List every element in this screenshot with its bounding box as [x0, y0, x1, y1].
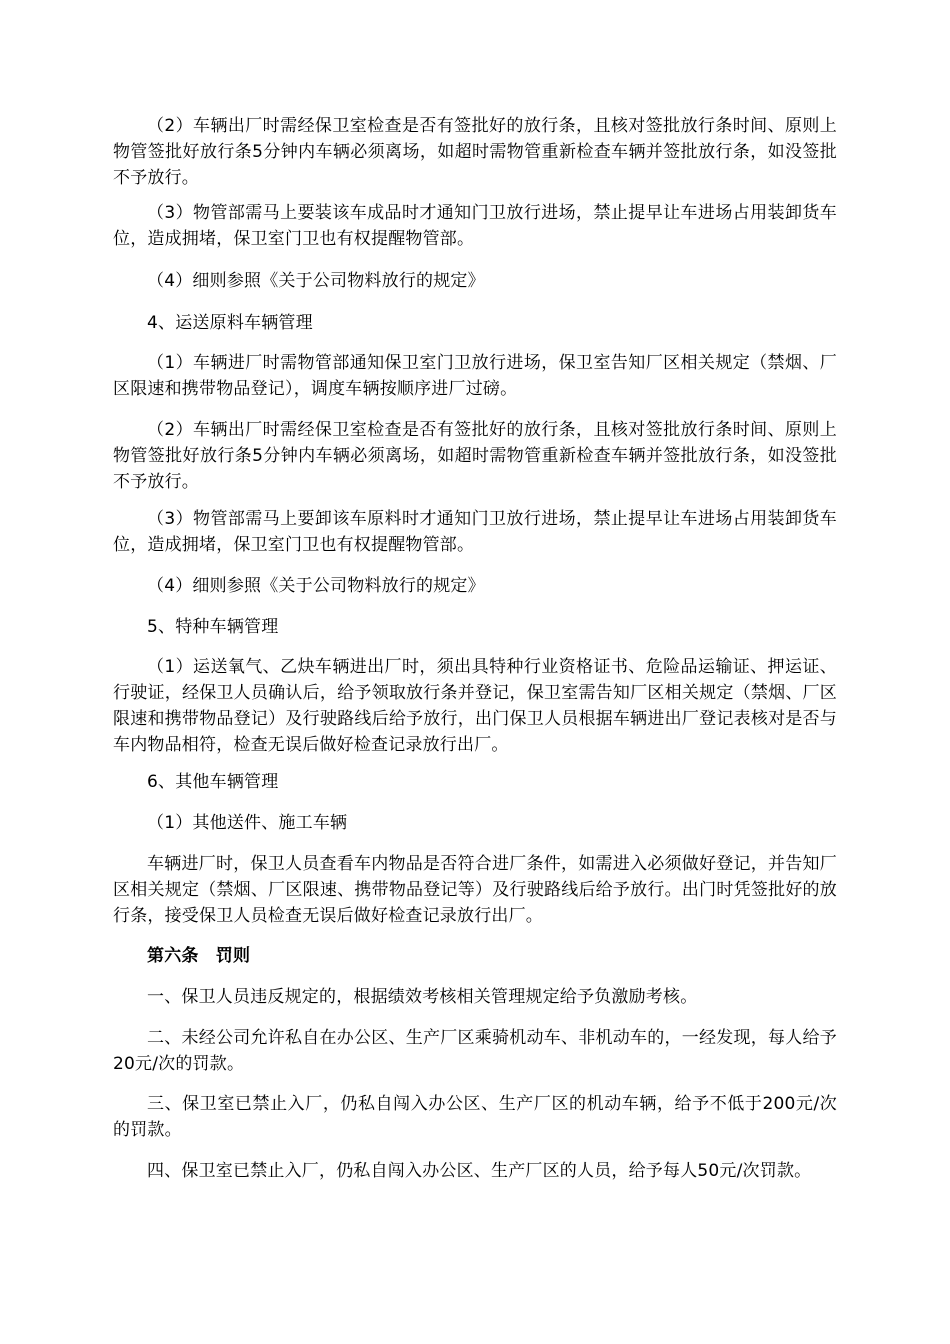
paragraph-3-2-vehicle-exit-check: （2）车辆出厂时需经保卫室检查是否有签批好的放行条，且核对签批放行条时间、原则上物管签批好放行条5分钟内车辆必须离场，如超时需物管重新检查车辆并签批放行条，如没签批不予放行。 — [113, 116, 837, 188]
paragraph-other-vehicle-entry: 车辆进厂时，保卫人员查看车内物品是否符合进厂条件，如需进入必须做好登记，并告知厂区相关规定（禁烟、厂区限速、携带物品登记等）及行驶路线后给予放行。出门时凭签批好的放行条，接受保卫人员检查无误后做好检查记录放行出厂。 — [113, 854, 837, 926]
section-heading-raw-material-vehicles: 4、运送原料车辆管理 — [147, 313, 313, 333]
paragraph-3-4-rule-reference: （4）细则参照《关于公司物料放行的规定》 — [147, 271, 485, 291]
section-heading-special-vehicles: 5、特种车辆管理 — [147, 617, 279, 637]
paragraph-4-3-unloading-notice: （3）物管部需马上要卸该车原料时才通知门卫放行进场，禁止提早让车进场占用装卸货车位，造成拥堵，保卫室门卫也有权提醒物管部。 — [113, 509, 837, 555]
penalty-item-3: 三、保卫室已禁止入厂，仍私自闯入办公区、生产厂区的机动车辆，给予不低于200元/次的罚款。 — [113, 1094, 837, 1140]
penalty-item-2: 二、未经公司允许私自在办公区、生产厂区乘骑机动车、非机动车的，一经发现，每人给予20元/次的罚款。 — [113, 1028, 837, 1074]
paragraph-5-1-oxygen-acetylene: （1）运送氧气、乙炔车辆进出厂时，须出具特种行业资格证书、危险品运输证、押运证、行驶证，经保卫人员确认后，给予领取放行条并登记，保卫室需告知厂区相关规定（禁烟、厂区限速和携带物品登记）及行驶路线后给予放行，出门保卫人员根据车辆进出厂登记表核对是否与车内物品相符，检查无误后做好检查记录放行出厂。 — [113, 657, 837, 755]
section-heading-other-vehicles: 6、其他车辆管理 — [147, 772, 279, 792]
article-six-heading: 第六条 罚则 — [147, 946, 251, 966]
paragraph-3-3-loading-notice: （3）物管部需马上要装该车成品时才通知门卫放行进场，禁止提早让车进场占用装卸货车位，造成拥堵，保卫室门卫也有权提醒物管部。 — [113, 203, 837, 249]
penalty-item-4: 四、保卫室已禁止入厂，仍私自闯入办公区、生产厂区的人员，给予每人50元/次罚款。 — [147, 1161, 812, 1181]
paragraph-6-1-delivery-construction: （1）其他送件、施工车辆 — [147, 813, 348, 833]
paragraph-4-2-vehicle-exit-check: （2）车辆出厂时需经保卫室检查是否有签批好的放行条，且核对签批放行条时间、原则上物管签批好放行条5分钟内车辆必须离场，如超时需物管重新检查车辆并签批放行条，如没签批不予放行。 — [113, 420, 837, 492]
paragraph-4-1-vehicle-entry: （1）车辆进厂时需物管部通知保卫室门卫放行进场，保卫室告知厂区相关规定（禁烟、厂区限速和携带物品登记），调度车辆按顺序进厂过磅。 — [113, 353, 837, 399]
penalty-item-1: 一、保卫人员违反规定的，根据绩效考核相关管理规定给予负激励考核。 — [147, 987, 698, 1007]
paragraph-4-4-rule-reference: （4）细则参照《关于公司物料放行的规定》 — [147, 576, 485, 596]
